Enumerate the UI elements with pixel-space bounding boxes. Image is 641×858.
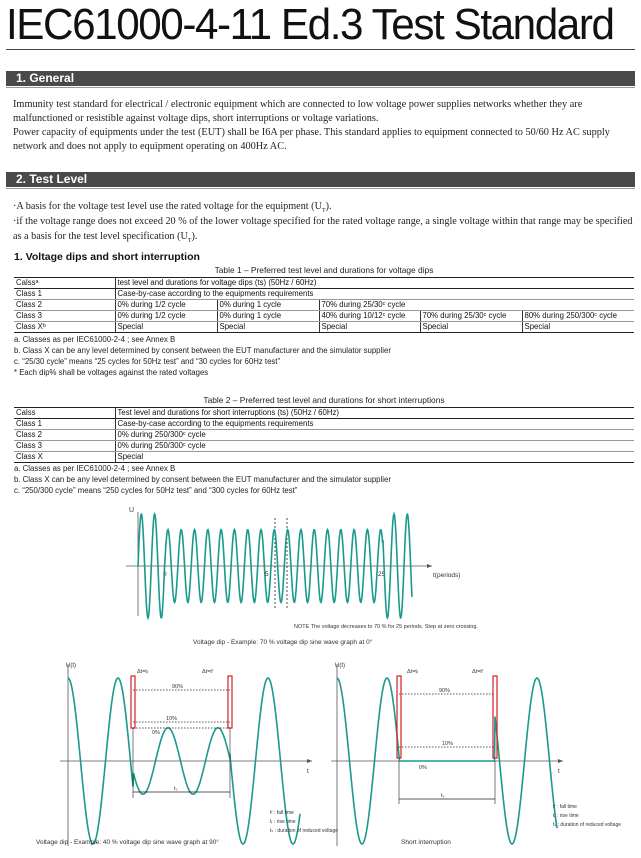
- table-cell: Special: [319, 322, 420, 333]
- table-cell: Test level and durations for short interruptions (ts) (50Hz / 60Hz): [115, 408, 634, 419]
- table-cell: 0% during 250/300ᶜ cycle: [115, 441, 634, 452]
- x-axis-arrow: [307, 759, 312, 763]
- table-header-row: [14, 278, 634, 289]
- table-cell: Special: [420, 322, 522, 333]
- table-row: [14, 430, 634, 441]
- section-test-level-heading: 2. Test Level: [6, 172, 635, 187]
- x-axis-label: t: [558, 768, 560, 775]
- bullet-range: [13, 214, 635, 249]
- legend-fall-time: tᶠ : fall time: [270, 810, 294, 816]
- table-row: [14, 311, 634, 322]
- legend-duration: tₛ : duration of reduced voltage: [553, 822, 622, 828]
- table-row: [14, 322, 634, 333]
- x-axis-arrow: [558, 759, 563, 763]
- table-cell: Calss: [14, 408, 115, 419]
- graph-short-interruption: [325, 650, 641, 858]
- table-row: [14, 289, 634, 300]
- delta-fall-label: Δt=tᶠ: [472, 669, 484, 675]
- table-note: c. “250/300 cycle” means “250 cycles for 50Hz test” and “300 cycles for 60Hz test”: [14, 486, 298, 495]
- table-cell: 0% during 250/300ᶜ cycle: [115, 430, 634, 441]
- legend-duration: tₛ : duration of reduced voltage: [270, 828, 339, 834]
- table-cell: 0% during 1 cycle: [217, 311, 319, 322]
- table-cell: 70% during 25/30ᶜ cycle: [319, 300, 634, 311]
- voltage-dips-heading: 1. Voltage dips and short interruption: [14, 251, 200, 263]
- table-cell: Class 3: [14, 441, 115, 452]
- table-cell: Class Xᵇ: [14, 322, 115, 333]
- legend-rise-time: tᵣ : rise time: [553, 813, 579, 819]
- table-cell: Case-by-case according to the equipments requirements: [115, 419, 634, 430]
- x-axis-label: t(periods): [433, 572, 461, 579]
- page-title: IEC61000-4-11 Ed.3 Test Standard: [6, 0, 614, 49]
- title-rule: [6, 49, 635, 50]
- level-10-label: 10%: [166, 716, 178, 722]
- level-90-label: 90%: [172, 684, 184, 690]
- level-10-label: 10%: [442, 741, 454, 747]
- table-cell: Special: [115, 452, 634, 463]
- table-cell: 40% during 10/12ᶜ cycle: [319, 311, 420, 322]
- table1-notes: [14, 334, 391, 378]
- table-cell: Class X: [14, 452, 115, 463]
- table2-notes: [14, 463, 391, 496]
- general-paragraph-1: Immunity test standard for electrical / electronic equipment which are connected to low voltage power supplies networks whether they are malfunctioned or resistible against voltage dips, short interruptions or voltage variations.: [13, 99, 583, 124]
- table-row: [14, 419, 634, 430]
- table-voltage-dips: [14, 277, 634, 333]
- table-cell: Special: [115, 322, 217, 333]
- general-paragraph-2: Power capacity of equipments under the test (EUT) shall be I6A per phase. This standard applies to equipment connected to 50/60 Hz AC supply network and does not apply to equipment operating on 400Hz AC.: [13, 127, 610, 152]
- delta-rise-label: Δt=tᵣ: [407, 669, 419, 675]
- table-cell: Class 2: [14, 300, 115, 311]
- subscript: T: [321, 208, 326, 215]
- y-axis-label: U(t): [66, 663, 76, 669]
- table-row: [14, 300, 634, 311]
- table-short-interruptions: [14, 407, 634, 463]
- tick-label-0: 0: [163, 571, 167, 578]
- table-row: [14, 452, 634, 463]
- tick-label-25: 25: [378, 571, 386, 578]
- table-cell: Calssᵃ: [14, 278, 115, 289]
- section-rule: [6, 188, 635, 189]
- table-note: * Each dip% shall be voltages against the rated voltages: [14, 368, 209, 377]
- table-cell: Special: [217, 322, 319, 333]
- subscript: T: [187, 238, 192, 245]
- section-general-heading: 1. General: [6, 71, 635, 86]
- level-0-label: 0%: [419, 765, 427, 771]
- table-header-row: [14, 408, 634, 419]
- graph1-note: NOTE The voltage decreases to 70 % for 25 periods. Step at zero crossing.: [294, 624, 478, 630]
- table-cell: Class 1: [14, 419, 115, 430]
- bullet-basis-end: ).: [325, 201, 332, 212]
- table-note: a. Classes as per IEC61000-2-4 ; see Annex B: [14, 464, 176, 473]
- ts-label: tₛ: [441, 793, 445, 799]
- table2-caption: Table 2 – Preferred test level and durations for short interruptions: [203, 395, 445, 405]
- ts-label: tₛ: [174, 786, 178, 792]
- table-cell: 0% during 1/2 cycle: [115, 300, 217, 311]
- graph2-caption: Voltage dip - Example: 40 % voltage dip sine wave graph at 90°: [36, 839, 219, 846]
- tick-label-5: 5: [265, 571, 269, 578]
- delta-fall-label: Δt=tᶠ: [202, 669, 214, 675]
- graph1-caption: Voltage dip - Example: 70 % voltage dip sine wave graph at 0°: [193, 639, 373, 646]
- table-row: [14, 441, 634, 452]
- graph-70-percent-dip: [0, 498, 641, 650]
- table-cell: Special: [522, 322, 634, 333]
- y-axis-label: U: [129, 507, 135, 514]
- table-cell: 0% during 1 cycle: [217, 300, 319, 311]
- table-cell: 0% during 1/2 cycle: [115, 311, 217, 322]
- x-axis-arrow: [427, 564, 432, 568]
- table-cell: Case-by-case according to the equipments requirements: [115, 289, 634, 300]
- table-cell: Class 3: [14, 311, 115, 322]
- graph3-caption: Short interruption: [401, 839, 451, 846]
- x-axis-label: t: [307, 768, 309, 775]
- bullet-range-text: ·if the voltage range does not exceed 20 % of the lower voltage specified for the rated voltage range, a single voltage within that range may be specified as a basis for the test level specification (U: [13, 216, 633, 242]
- table-cell: 80% during 250/300ᶜ cycle: [522, 311, 634, 322]
- legend-rise-time: tᵣ : rise time: [270, 819, 296, 825]
- table-cell: Class 1: [14, 289, 115, 300]
- rise-time-marker: [131, 676, 135, 728]
- table-note: a. Classes as per IEC61000-2-4 ; see Annex B: [14, 335, 176, 344]
- delta-rise-label: Δt=tᵣ: [137, 669, 149, 675]
- graph-40-percent-dip: [0, 650, 339, 858]
- table-cell: test level and durations for voltage dips (ts) (50Hz / 60Hz): [115, 278, 634, 289]
- y-axis-label: U(t): [335, 663, 345, 669]
- bullet-range-end: ).: [191, 231, 198, 242]
- section-rule: [6, 87, 635, 88]
- table-cell: Class 2: [14, 430, 115, 441]
- fall-time-marker: [228, 676, 232, 728]
- level-0-label: 0%: [152, 730, 160, 736]
- table-note: c. “25/30 cycle” means “25 cycles for 50Hz test” and “30 cycles for 60Hz test”: [14, 357, 281, 366]
- level-90-label: 90%: [439, 688, 451, 694]
- table1-caption: Table 1 – Preferred test level and durations for voltage dips: [214, 265, 434, 275]
- table-cell: 70% during 25/30ᶜ cycle: [420, 311, 522, 322]
- bullet-basis-text: ·A basis for the voltage test level use the rated voltage for the equipment (U: [13, 201, 322, 212]
- table-note: b. Class X can be any level determined by consent between the EUT manufacturer and the simulator supplier: [14, 346, 391, 355]
- legend-fall-time: tᶠ : fall time: [553, 804, 577, 810]
- table-note: b. Class X can be any level determined by consent between the EUT manufacturer and the simulator supplier: [14, 475, 391, 484]
